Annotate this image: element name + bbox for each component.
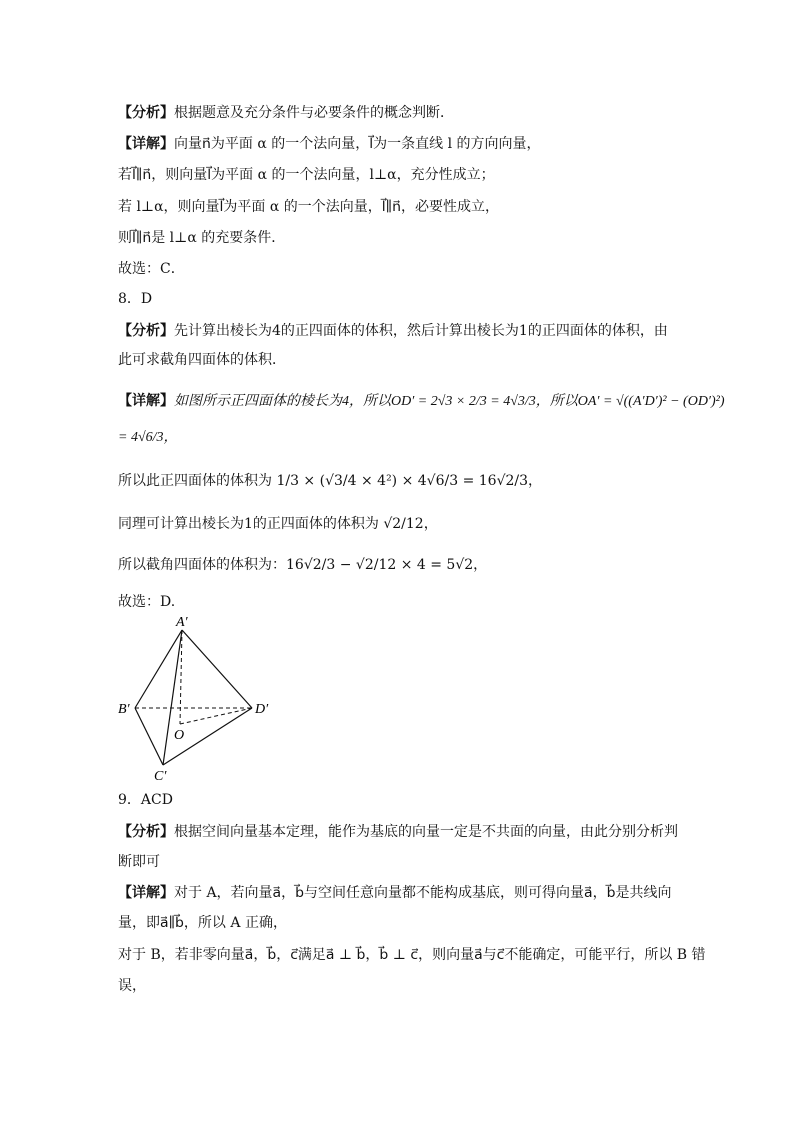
- label-o: O: [174, 728, 185, 743]
- q9-analysis-line-1: [118, 822, 678, 842]
- detail-text: 对于 A，若向量a⃗，b⃗与空间任意向量都不能构成基底，则可得向量a⃗，b⃗是共线向: [174, 885, 672, 901]
- label-a: A′: [176, 615, 188, 630]
- detail-text: 向量n⃗为平面 α 的一个法向量，l⃗为一条直线 l 的方向向量，: [174, 136, 541, 152]
- q8-choice: 故选：D.: [118, 594, 176, 610]
- q8-analysis-line-2: 此可求截角四面体的体积．: [118, 352, 286, 368]
- analysis-text: 根据题意及充分条件与必要条件的概念判断．: [174, 105, 454, 121]
- label-d: D′: [255, 702, 269, 717]
- q9-detail-line-1: [118, 883, 672, 903]
- detail-tag: 【详解】: [118, 136, 174, 152]
- q8-detail-line-3: 所以此正四面体的体积为 1/3 × (√3/4 × 4²) × 4√6/3 = 16√2/3，: [118, 473, 543, 489]
- q9-number: 9．ACD: [118, 792, 173, 808]
- q7-detail-line-2: 若l⃗∥n⃗，则向量l⃗为平面 α 的一个法向量，l⊥α，充分性成立；: [118, 167, 495, 183]
- q8-detail-line-1: [118, 391, 725, 412]
- q9-analysis-line-2: 断即可: [118, 854, 160, 870]
- edge-a-b: [135, 630, 182, 708]
- detail-tag: 【详解】: [118, 393, 174, 409]
- edge-b-c: [135, 708, 163, 765]
- q8-detail-line-4: 同理可计算出棱长为1的正四面体的体积为 √2/12，: [118, 516, 438, 532]
- tetrahedron-figure: [110, 610, 280, 790]
- edge-a-d: [182, 630, 252, 708]
- label-c: C′: [154, 769, 167, 784]
- q9-detail-line-3: 对于 B，若非零向量a⃗，b⃗，c⃗满足a⃗ ⊥ b⃗，b⃗ ⊥ c⃗，则向量a⃗与c⃗不能确定，可能平行，所以 B 错: [118, 947, 706, 963]
- detail-text: 如图所示正四面体的棱长为4，所以OD′ = 2√3 × 2/3 = 4√3/3，所以OA′ = √((A′D′)² − (OD′)²): [174, 394, 725, 409]
- q9-detail-line-2: 量，即a⃗∥b⃗，所以 A 正确，: [118, 915, 287, 931]
- analysis-tag: 【分析】: [118, 824, 174, 840]
- q8-number: 8．D: [118, 291, 153, 307]
- analysis-tag: 【分析】: [118, 105, 174, 121]
- analysis-text: 先计算出棱长为4的正四面体的体积，然后计算出棱长为1的正四面体的体积，由: [174, 323, 668, 339]
- q7-detail-line-1: [118, 134, 541, 154]
- q7-detail-line-4: 则l⃗∥n⃗是 l⊥α 的充要条件．: [118, 230, 286, 246]
- q7-detail-line-3: 若 l⊥α，则向量l⃗为平面 α 的一个法向量，l⃗∥n⃗，必要性成立，: [118, 199, 500, 215]
- edge-a-c: [163, 630, 185, 765]
- q8-detail-line-5: 所以截角四面体的体积为：16√2/3 − √2/12 × 4 = 5√2，: [118, 557, 488, 573]
- q9-detail-line-4: 误，: [118, 978, 146, 994]
- analysis-tag: 【分析】: [118, 323, 174, 339]
- label-b: B′: [118, 702, 130, 717]
- segment-o-d-hidden: [180, 708, 252, 724]
- q8-detail-line-2: = 4√6/3，: [118, 430, 178, 445]
- q7-analysis: [118, 103, 454, 123]
- q7-choice: 故选：C．: [118, 261, 185, 277]
- detail-tag: 【详解】: [118, 885, 174, 901]
- q8-analysis-line-1: [118, 321, 668, 341]
- analysis-text: 根据空间向量基本定理，能作为基底的向量一定是不共面的向量，由此分别分析判: [174, 824, 678, 840]
